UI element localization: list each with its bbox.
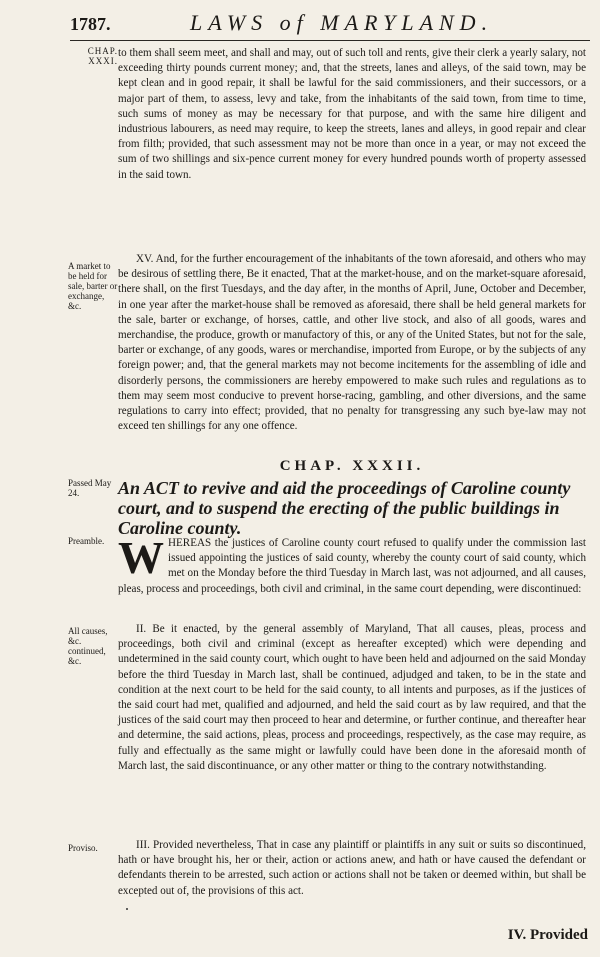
catchword: IV. Provided: [507, 927, 588, 943]
margin-market: A market to be held for sale, barter or exchange, &c.: [68, 261, 118, 311]
margin-preamble: Preamble.: [68, 536, 105, 546]
paragraph-section-ii: II. Be it enacted, by the general assembly of Maryland, That all causes, pleas, process and proceedings, both civil and criminal (except as hereafter excepted) which were depending and undetermined in the said county court, which ought to have been held and adjourned on the said Monday before the third Tuesday in March last, shall be continued, adjudged and taken, to be in the state and condition at the next court to be held for the said county, to all intents and purposes, as if the justices of the said court had met, qualified and adjourned, and held the said court as by law required, and that the justices of the said court may then proceed to hear and determine, or further continue, and thereafter hear and determine, the said actions, pleas, process and proceedings, respectively, as the case may require, as fully and effectually as the same might or lawfully could have been done in the aforesaid month of March last, the said discontinuance, or any other matter or thing to the contrary notwithstanding.: [118, 623, 586, 772]
act-title: An ACT to revive and aid the proceedings of Caroline county court, and to suspend the erecting of the public buildings in Caroline county.: [118, 478, 571, 538]
margin-chap: CHAP. XXXI.: [87, 46, 118, 66]
speck: [126, 908, 128, 910]
margin-passed: Passed May 24.: [68, 478, 112, 498]
paragraph-section-xv: XV. And, for the further encouragement of the inhabitants of the town aforesaid, and others who may be desirous of settling there, Be it enacted, That at the market-house, and on the market-square aforesaid, there shall, on the first Tuesdays, and the day after, in the months of April, June, October and December, in one year after the market-house shall be removed as aforesaid, there shall be held general markets for the sale, barter or exchange, of horses, cattle, and other live stock, and also of all goods, wares and merchandise, the produce, growth or manufactory of this, or any of the United States, but not for the sale, barter or exchange, of any goods, wares or merchandise, imported from Europe, or by the subjects of any foreign power; and, that the general markets may not become incitements for the assembling of idle and disorderly persons, the commissioners are hereby empowered to make such rules and regulations as to them may seem most conducive to prevent horse-racing, gambling, and other diversions, and the same regulations to carry into effect; provided, that no penalty for transgressing any such bye-law may not exceed ten shillings for any one offence.: [118, 253, 586, 433]
page-year: 1787.: [70, 14, 111, 34]
paragraph-toll-rents: to them shall seem meet, and shall and may, out of such toll and rents, give their clerk a yearly salary, not exceeding thirty pounds current money; and, that the streets, lanes and alleys, of the said town, may be kept clean and in good repair, it shall be lawful for the said commissioners, and their successors, or a major part of them, to assess, levy and take, from the inhabitants of the said town, from time to time, such sums of money as may be necessary for that purpose, and with the same hire diligent and industrious labourers, as need may require, to keep the streets, lanes and alleys, in good repair and clear from filth; provided, that such assessment may not be more than once in a year, or may not exceed the sum of two shillings and six-pence current money for every hundred pounds worth of property assessed in the said town.: [118, 47, 586, 181]
preamble-text: HEREAS the justices of Caroline county court refused to qualify under the commission last issued appointing the justices of said county, whereby the county court of said county, which met on the Monday before the third Tuesday in March last, was not adjourned, and all causes, pleas, process and proceedings, both civil and criminal, in the same court depending, were discontinued:: [118, 537, 586, 595]
paragraph-preamble: [118, 532, 586, 597]
chapter-heading: CHAP. XXXII.: [279, 458, 425, 474]
running-title: LAWS of MARYLAND.: [190, 10, 494, 35]
drop-cap: W: [118, 532, 164, 583]
paragraph-section-iii: III. Provided nevertheless, That in case any plaintiff or plaintiffs in any suit or suits so discontinued, hath or have brought his, her or their, action or actions anew, and hath or have caused the defendant or defendants therein to be arrested, such action or actions shall not be taken or deemed within, but shall be excepted out of, the provisions of this act.: [118, 839, 586, 897]
margin-causes: All causes, &c. continued, &c.: [68, 626, 108, 666]
page-header: [70, 10, 590, 38]
margin-proviso: Proviso.: [68, 843, 98, 853]
header-rule: [70, 40, 590, 41]
